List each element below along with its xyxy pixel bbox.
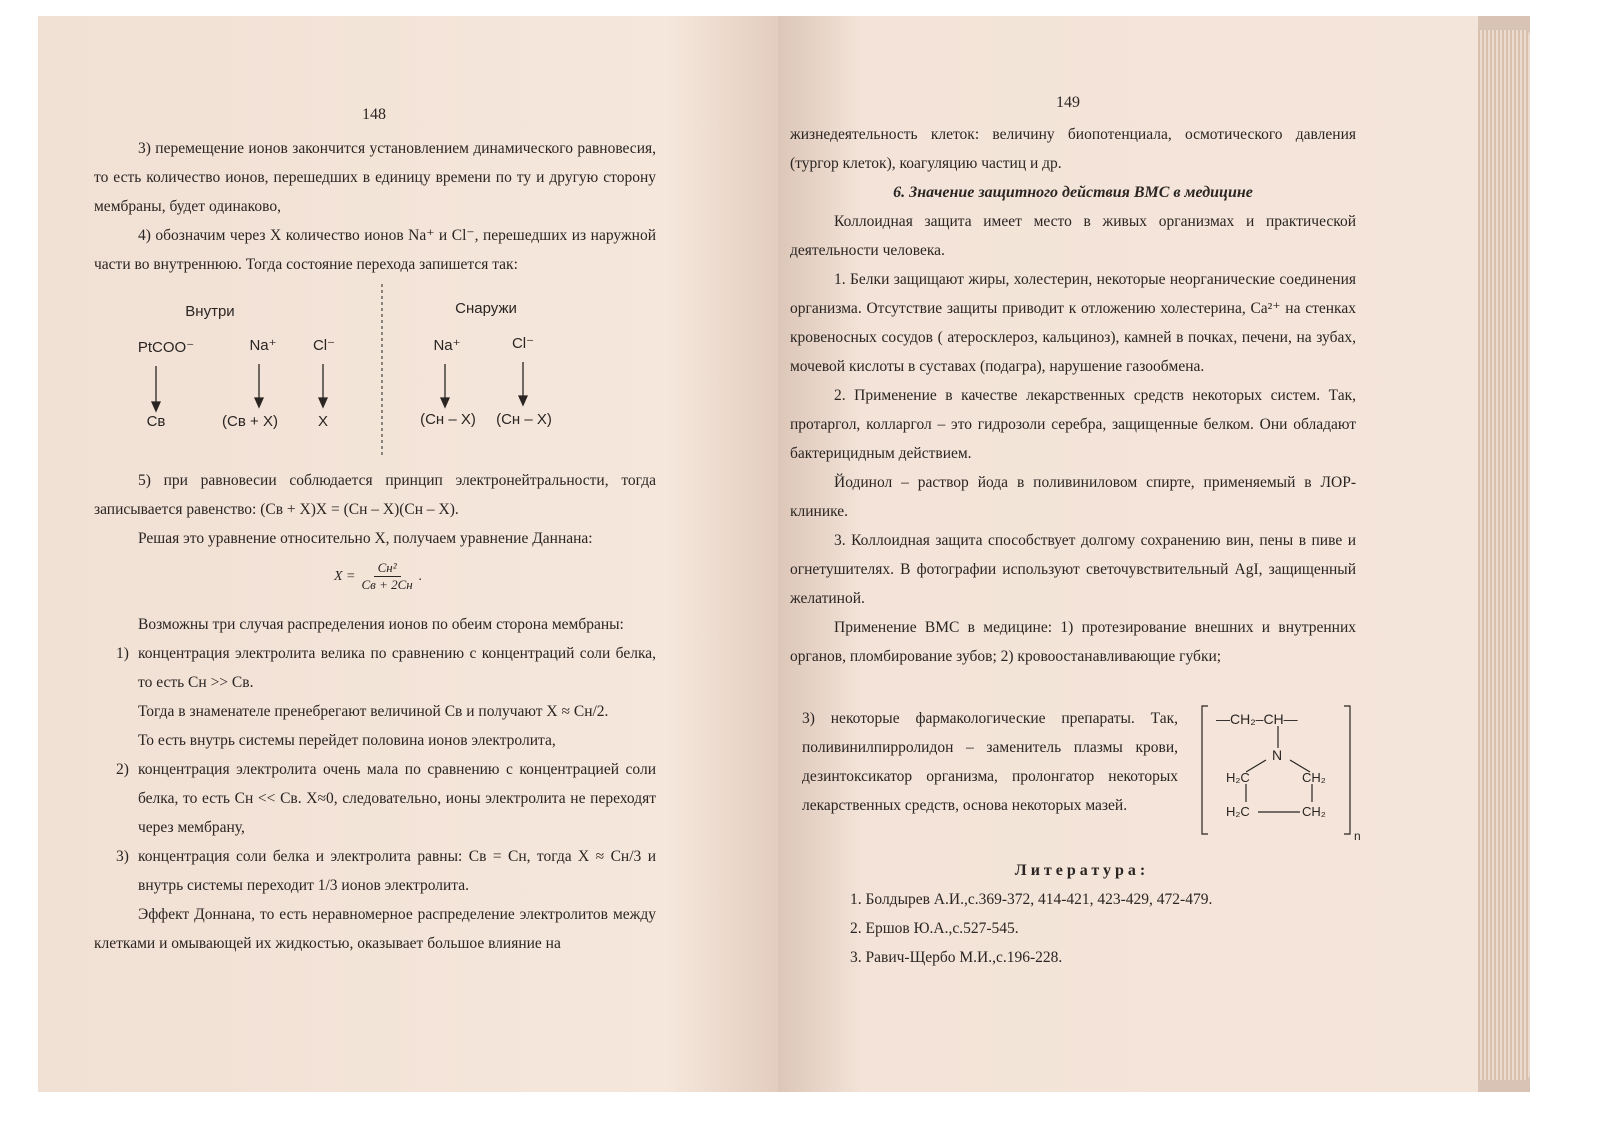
paragraph: Коллоидная защита имеет место в живых организмах и практической деятельности человека. [790,213,1356,259]
repeat-n: n [1354,829,1361,843]
ion-label-outside-top: Na⁺ [433,337,461,354]
list-number: 1) [116,645,129,662]
literature-title: Литература: [1014,862,1150,879]
right-top [790,120,1356,671]
arrow-head [152,402,160,411]
list-number: 3) [116,848,129,865]
h2c-left: H₂C [1226,770,1250,785]
paragraph: Эффект Доннана, то есть неравномерное распределение электролитов между клетками и омывающей их жидкостью, оказывает большое влияние на [94,906,656,952]
ion-label-outside-bottom: (Cн – X) [420,411,476,428]
arrow-head [255,398,263,407]
arrow-head [519,396,527,405]
right-bracket [1344,706,1350,834]
formula-fraction [360,560,415,593]
section-title: 6. Значение защитного действия ВМС в медицине [893,184,1253,201]
list-text: концентрация соли белка и электролита равны: Cв = Cн, тогда X ≈ Cн/3 и внутрь системы переходит 1/3 ионов электролита. [138,848,656,894]
left-intro [94,134,656,279]
ch2-bottom: CH₂ [1302,804,1326,819]
left-body [94,466,656,553]
formula-denominator: Cв + 2Cн [361,577,413,592]
paragraph: Применение ВМС в медицине: 1) протезирование внешних и внутренних органов, пломбирование зубов; 2) кровоостанавливающие губки; [790,619,1356,665]
pvp-paragraph [802,704,1178,820]
page-edges [1478,30,1530,1080]
literature-item: 3. Равич-Щербо М.И.,с.196-228. [850,949,1063,966]
paragraph: 3) перемещение ионов закончится установлением динамического равновесия, то есть количество ионов, перешедших в единицу времени по ту и другую сторону мембраны, будет одинаково, [94,140,656,215]
list-text: концентрация электролита велика по сравнению с концентраций соли белка, то есть Cн >> Cв. [138,645,656,691]
list-item [94,639,656,755]
literature-item: 2. Ершов Ю.А.,с.527-545. [850,920,1019,937]
list-item [94,755,656,842]
literature [802,856,1362,972]
chain-text: —CH₂–CH— [1216,711,1298,727]
ion-label-inside-bottom: (Cв + X) [222,413,278,430]
ion-label-inside-top: PtCOO⁻ [137,339,195,356]
list-text: концентрация электролита очень мала по сравнению с концентрацией соли белка, то есть Cн << Cв. X≈0, следовательно, ионы электролита не переходят через мембрану, [138,761,656,836]
paragraph: То есть внутрь системы перейдет половина ионов электролита, [138,732,556,749]
nitrogen-atom: N [1272,747,1283,763]
ion-label-inside-top: Na⁺ [249,337,277,354]
paragraph: Тогда в знаменателе пренебрегают величиной Cв и получают X ≈ Cн/2. [138,703,609,720]
ion-transfer-diagram [120,280,580,460]
paragraph: 2. Применение в качестве лекарственных средств некоторых систем. Так, протаргол, колларгол – это гидрозоли серебра, защищенные белком. Они обладают бактерицидным действием. [790,387,1356,462]
page-number-left: 148 [362,106,386,123]
paragraph: жизнедеятельность клеток: величину биопотенциала, осмотического давления (тургор клеток), коагуляцию частиц и др. [790,126,1356,172]
ion-label-inside-bottom: Cв [146,413,166,430]
pvp-structural-formula [1196,702,1374,844]
ch2-right: CH₂ [1302,770,1326,785]
paragraph: 4) обозначим через X количество ионов Na⁺ и Cl⁻, перешедших из наружной части во внутреннюю. Тогда состояние перехода запишется так: [94,227,656,273]
list-number: 2) [116,761,129,778]
paragraph: Возможны три случая распределения ионов по обеим сторона мембраны: [138,616,624,633]
literature-item: 1. Болдырев А.И.,с.369-372, 414-421, 423-429, 472-479. [850,891,1213,908]
formula-numerator: Cн² [374,560,401,577]
paragraph: 5) при равновесии соблюдается принцип электронейтральности, тогда записывается равенство: (Cв + X)X = (Cн – X)(Cн – X). [94,472,656,518]
inside-label: Внутри [185,303,235,320]
formula-lhs: X = [334,568,356,584]
list-item [94,842,656,900]
formula-tail: . [418,568,423,584]
ion-label-inside-top: Cl⁻ [312,337,336,354]
left-cases [94,610,656,958]
h2c-bottom: H₂C [1226,804,1250,819]
ion-label-inside-bottom: X [317,413,329,430]
arrow-head [319,398,327,407]
left-bracket [1202,706,1208,834]
arrows [152,362,527,411]
outside-label: Снаружи [455,300,517,317]
paragraph: 1. Белки защищают жиры, холестерин, некоторые неорганические соединения организма. Отсутствие защиты приводит к отложению холестерина, Ca²⁺ на стенках кровеносных сосудов ( атеросклероз, кальциноз), камней в почках, печени, на зубах, мочевой кислоты в суставах (подагра), нарушение газообмена. [790,271,1356,375]
donnan-formula [334,560,422,593]
paragraph: Решая это уравнение относительно X, получаем уравнение Даннана: [138,530,593,547]
paragraph: 3. Коллоидная защита способствует долгому сохранению вин, пены в пиве и огнетушителях. В фотографии используют светочувствительный AgI, защищенный желатиной. [790,532,1356,607]
ion-label-outside-bottom: (Cн – X) [496,411,552,428]
page-number-right: 149 [1056,94,1080,111]
ion-label-outside-top: Cl⁻ [511,335,535,352]
paragraph: 3) некоторые фармакологические препараты. Так, поливинилпирролидон – заменитель плазмы крови, дезинтоксикатор организма, пролонгатор некоторых лекарственных средств, основа некоторых мазей. [802,710,1178,814]
arrow-head [441,398,449,407]
paragraph: Йодинол – раствор йода в поливиниловом спирте, применяемый в ЛОР-клинике. [790,474,1356,520]
